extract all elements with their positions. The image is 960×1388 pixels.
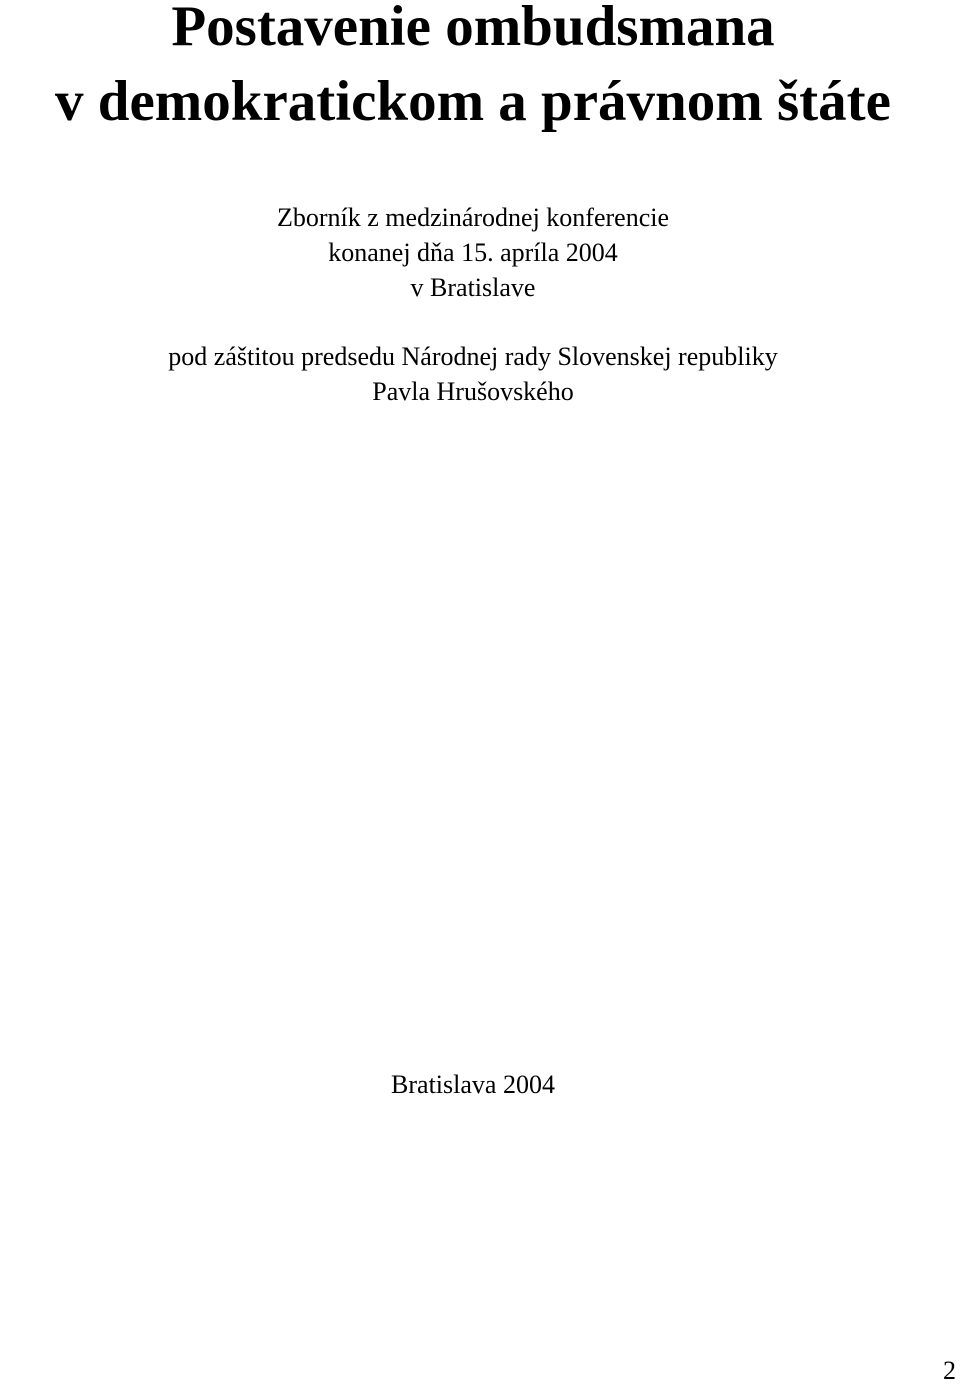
title-line-2: v demokratickom a právnom štáte bbox=[55, 70, 891, 133]
subtitle-line-1: Zborník z medzinárodnej konferencie bbox=[277, 203, 669, 232]
subtitle-line-3: v Bratislave bbox=[410, 273, 536, 302]
patronage-line-1: pod záštitou predsedu Národnej rady Slovenskej republiky bbox=[168, 342, 778, 371]
place-year: Bratislava 2004 bbox=[391, 1070, 555, 1099]
patronage-line-2: Pavla Hrušovského bbox=[372, 377, 574, 406]
title-line-1: Postavenie ombudsmana bbox=[171, 0, 775, 58]
page-number: 2 bbox=[943, 1356, 956, 1385]
subtitle-line-2: konanej dňa 15. apríla 2004 bbox=[328, 238, 618, 267]
